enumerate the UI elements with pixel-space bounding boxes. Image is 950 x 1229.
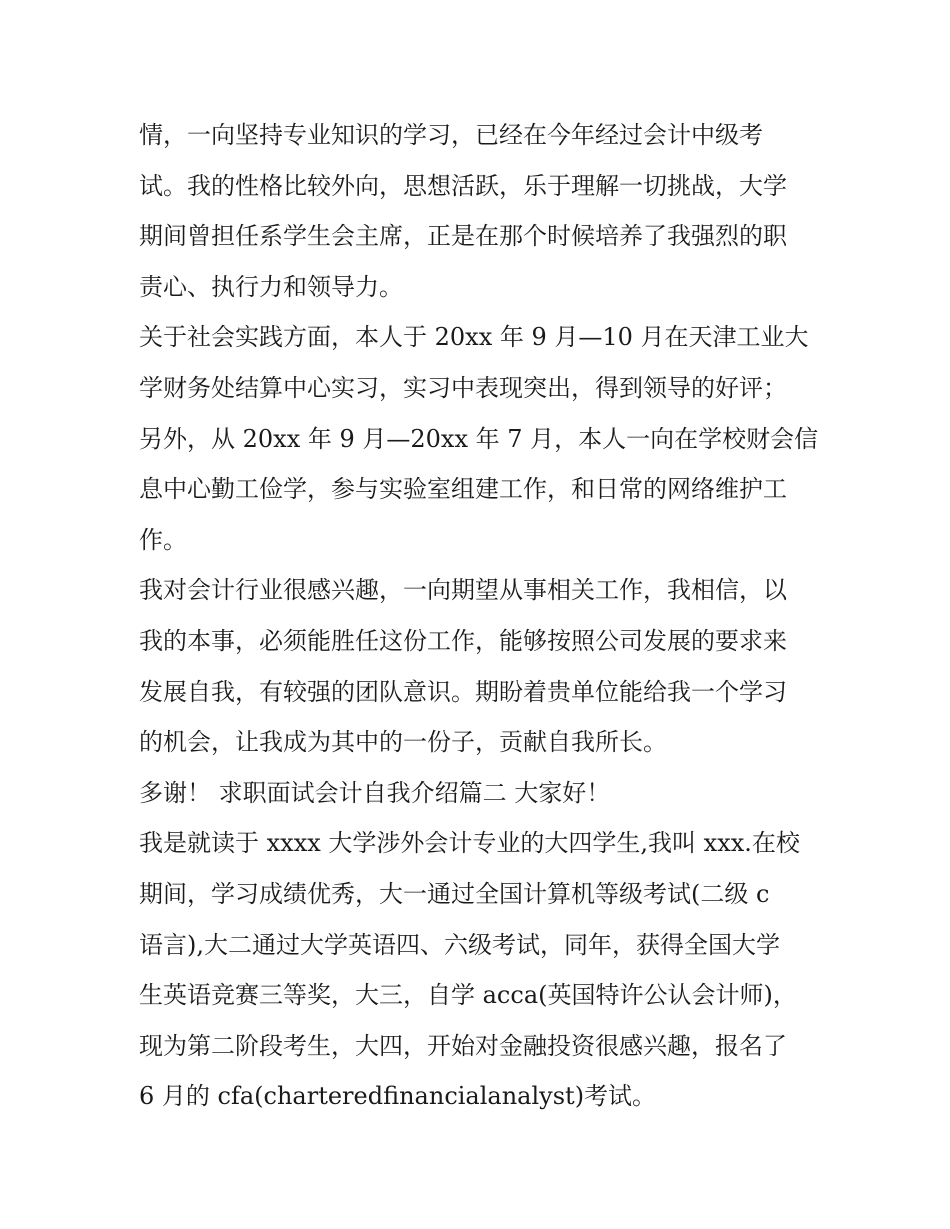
text-line: 关于社会实践方面，本人于 20xx 年 9 月—10 月在天津工业大 (139, 323, 809, 352)
text-line: 发展自我，有较强的团队意识。期盼着贵单位能给我一个学习 (139, 677, 787, 706)
text-line: 我的本事，必须能胜任这份工作，能够按照公司发展的要求来 (139, 626, 787, 655)
body-text (139, 110, 819, 1122)
text-line: 另外，从 20xx 年 9 月—20xx 年 7 月，本人一向在学校财会信 (139, 424, 819, 453)
text-line: 期间，学习成绩优秀，大一通过全国计算机等级考试(二级 c (139, 879, 770, 908)
text-line: 的机会，让我成为其中的一份子，贡献自我所长。 (139, 728, 667, 757)
text-line: 我是就读于 xxxx 大学涉外会计专业的大四学生,我叫 xxx.在校 (139, 829, 800, 858)
text-line: 多谢！ 求职面试会计自我介绍篇二 大家好！ (139, 778, 611, 807)
text-line: 语言),大二通过大学英语四、六级考试，同年，获得全国大学 (139, 930, 780, 959)
text-line: 现为第二阶段考生，大四，开始对金融投资很感兴趣，报名了 (139, 1031, 787, 1060)
text-line: 6 月的 cfa(charteredfinancialanalyst)考试。 (139, 1082, 657, 1111)
text-line: 生英语竞赛三等奖，大三，自学 acca(英国特许公认会计师)， (139, 981, 797, 1010)
text-line: 我对会计行业很感兴趣，一向期望从事相关工作，我相信，以 (139, 576, 787, 605)
text-line: 责心、执行力和领导力。 (139, 272, 403, 301)
text-line: 期间曾担任系学生会主席，正是在那个时候培养了我强烈的职 (139, 222, 787, 251)
text-line: 试。我的性格比较外向，思想活跃，乐于理解一切挑战，大学 (139, 171, 787, 200)
text-line: 息中心勤工俭学，参与实验室组建工作，和日常的网络维护工 (139, 475, 787, 504)
text-line: 学财务处结算中心实习，实习中表现突出，得到领导的好评； (139, 373, 787, 402)
text-line: 作。 (139, 525, 187, 554)
text-line: 情，一向坚持专业知识的学习，已经在今年经过会计中级考 (139, 121, 763, 149)
